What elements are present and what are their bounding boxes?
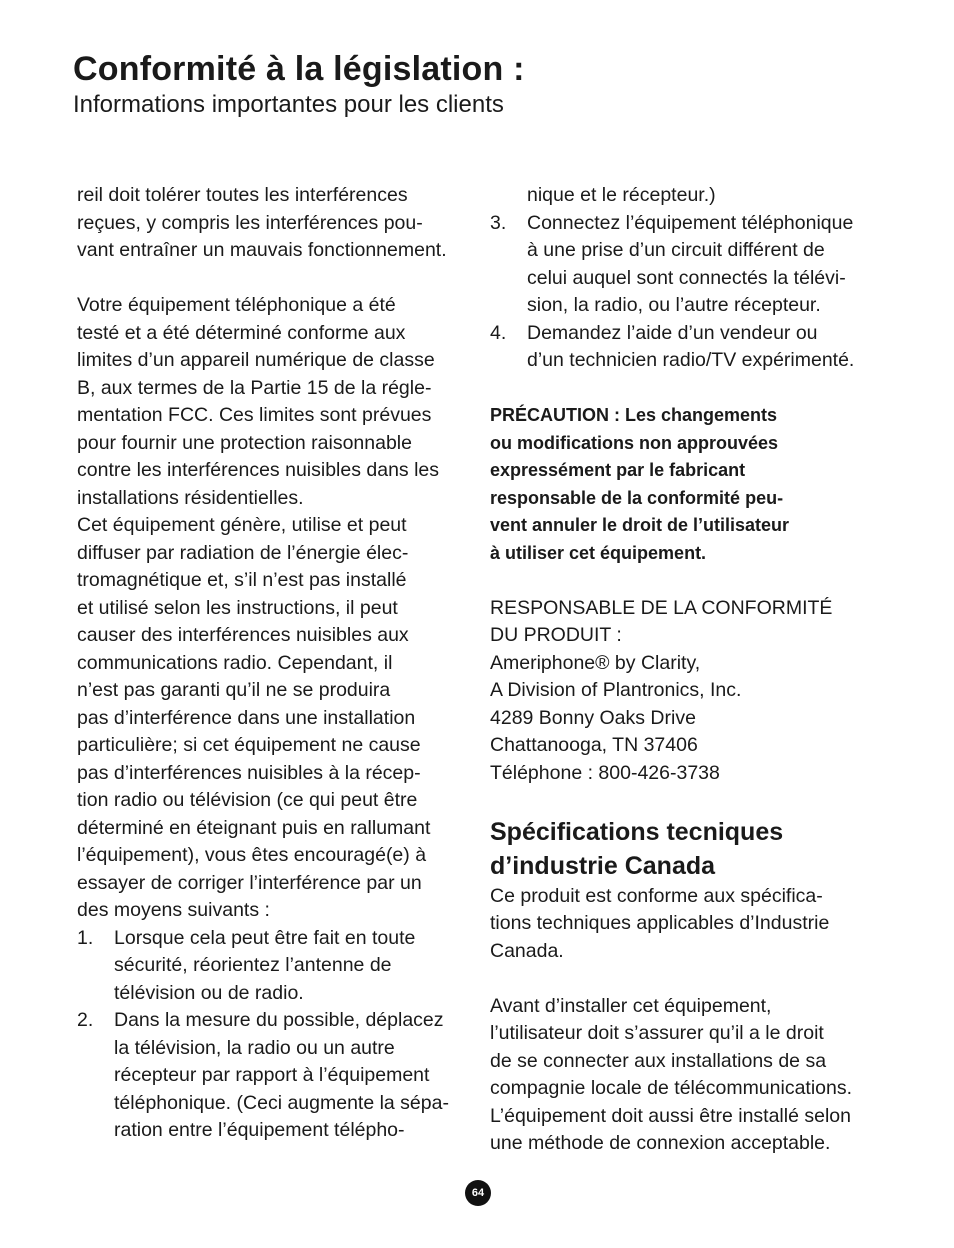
caution-notice [490, 402, 890, 567]
page-title: Conformité à la législation : [73, 50, 525, 88]
text-line: expressément par le fabricant [490, 460, 746, 480]
text-line: reçues, y compris les interférences pou- [77, 211, 423, 234]
text-line: sécurité, réorientez l’antenne de [114, 954, 392, 976]
list-item-2 [77, 1007, 477, 1145]
text-line: vent annuler le droit de l’utilisateur [490, 515, 790, 535]
text-line: pas d’interférences nuisibles à la récep- [77, 761, 421, 784]
text-line: téléphonique. (Ceci augmente la sépa- [114, 1091, 449, 1114]
text-line: responsable de la conformité peu- [490, 487, 784, 508]
text-line: causer des interférences nuisibles aux [77, 624, 409, 646]
text-line: limites d’un appareil numérique de classe [77, 349, 435, 371]
text-line: déterminé en éteignant puis en rallumant [77, 816, 431, 839]
text-line: reil doit tolérer toutes les interférences [77, 184, 408, 206]
text-line: une méthode de connexion acceptable. [490, 1132, 831, 1154]
text-line: RESPONSABLE DE LA CONFORMITÉ [490, 596, 833, 619]
text-line: tromagnétique et, s’il n’est pas installé [77, 569, 407, 591]
list-item-2-continued [490, 182, 890, 210]
text-line: celui auquel sont connectés la télévi- [527, 266, 846, 289]
text-line: Canada. [490, 939, 564, 962]
heading-line: Spécifications tecniques [490, 817, 784, 846]
text-line: Téléphone : 800-426-3738 [490, 761, 720, 784]
text-line: Connectez l’équipement téléphonique [527, 211, 854, 234]
text-line: Votre équipement téléphonique a été [77, 294, 396, 316]
text-line: 4289 Bonny Oaks Drive [490, 706, 696, 729]
paragraph-radiation [77, 512, 477, 925]
heading-line: d’industrie Canada [490, 851, 716, 880]
text-line: mentation FCC. Ces limites sont prévues [77, 404, 432, 426]
text-line: Chattanooga, TN 37406 [490, 734, 698, 756]
text-line: Cet équipement génère, utilise et peut [77, 514, 407, 536]
text-line: B, aux termes de la Partie 15 de la régle- [77, 376, 432, 399]
text-line: Demandez l’aide d’un vendeur ou [527, 321, 818, 344]
text-line: essayer de corriger l’interférence par un [77, 871, 422, 894]
list-number: 1. [77, 926, 94, 949]
text-line: nique et le récepteur.) [527, 184, 716, 206]
list-item-1 [77, 925, 477, 1008]
text-line: vant entraîner un mauvais fonctionnement. [77, 239, 447, 261]
text-line: à une prise d’un circuit différent de [527, 239, 825, 261]
paragraph-canada-installation [490, 993, 890, 1158]
paragraph-canada-conformity [490, 883, 890, 966]
paragraph-fcc-tested [77, 292, 477, 512]
text-line: PRÉCAUTION : Les changements [490, 405, 778, 425]
text-line: Dans la mesure du possible, déplacez [114, 1009, 444, 1031]
text-line: ou modifications non approuvées [490, 432, 779, 453]
left-column [77, 182, 477, 1145]
text-line: DU PRODUIT : [490, 624, 622, 646]
list-number: 3. [490, 211, 507, 234]
text-line: testé et a été déterminé conforme aux [77, 321, 406, 344]
text-line: la télévision, la radio ou un autre [114, 1036, 395, 1059]
text-line: Ce produit est conforme aux spécifica- [490, 884, 823, 907]
text-line: récepteur par rapport à l’équipement [114, 1064, 430, 1086]
text-line: des moyens suivants : [77, 899, 270, 921]
text-line: d’un technicien radio/TV expérimenté. [527, 349, 855, 371]
right-column [490, 182, 890, 1158]
text-line: tion radio ou télévision (ce qui peut être [77, 789, 418, 811]
text-line: contre les interférences nuisibles dans les [77, 459, 440, 481]
text-line: à utiliser cet équipement. [490, 542, 707, 563]
list-item-3 [490, 210, 890, 320]
paragraph-interference [77, 182, 477, 265]
text-line: Lorsque cela peut être fait en toute [114, 926, 416, 949]
text-line: de se connecter aux installations de sa [490, 1049, 827, 1072]
text-line: A Division of Plantronics, Inc. [490, 679, 742, 701]
text-line: l’utilisateur doit s’assurer qu’il a le droit [490, 1022, 824, 1044]
list-number: 2. [77, 1009, 94, 1031]
text-line: pas d’interférence dans une installation [77, 706, 416, 729]
text-line: installations résidentielles. [77, 486, 304, 509]
list-number: 4. [490, 321, 507, 344]
text-line: n’est pas garanti qu’il ne se produira [77, 679, 391, 701]
text-line: l’équipement), vous êtes encouragé(e) à [77, 844, 427, 866]
text-line: télévision ou de radio. [114, 981, 304, 1004]
page-number-badge: 64 [465, 1180, 491, 1206]
text-line: particulière; si cet équipement ne cause [77, 734, 421, 756]
text-line: pour fournir une protection raisonnable [77, 431, 412, 454]
section-heading-canada [490, 815, 890, 883]
text-line: communications radio. Cependant, il [77, 651, 393, 674]
text-line: Ameriphone® by Clarity, [490, 651, 701, 674]
text-line: et utilisé selon les instructions, il peut [77, 596, 398, 619]
list-item-4 [490, 320, 890, 375]
text-line: sion, la radio, ou l’autre récepteur. [527, 294, 821, 316]
text-line: L’équipement doit aussi être installé selon [490, 1104, 851, 1127]
text-line: ration entre l’équipement télépho- [114, 1119, 405, 1141]
text-line: compagnie locale de télécommunications. [490, 1077, 853, 1099]
text-line: tions techniques applicables d’Industrie [490, 912, 830, 934]
text-line: diffuser par radiation de l’énergie élec- [77, 541, 409, 564]
page-subtitle: Informations importantes pour les clients [73, 91, 504, 118]
text-line: Avant d’installer cet équipement, [490, 994, 772, 1017]
responsible-party-address [490, 595, 890, 788]
